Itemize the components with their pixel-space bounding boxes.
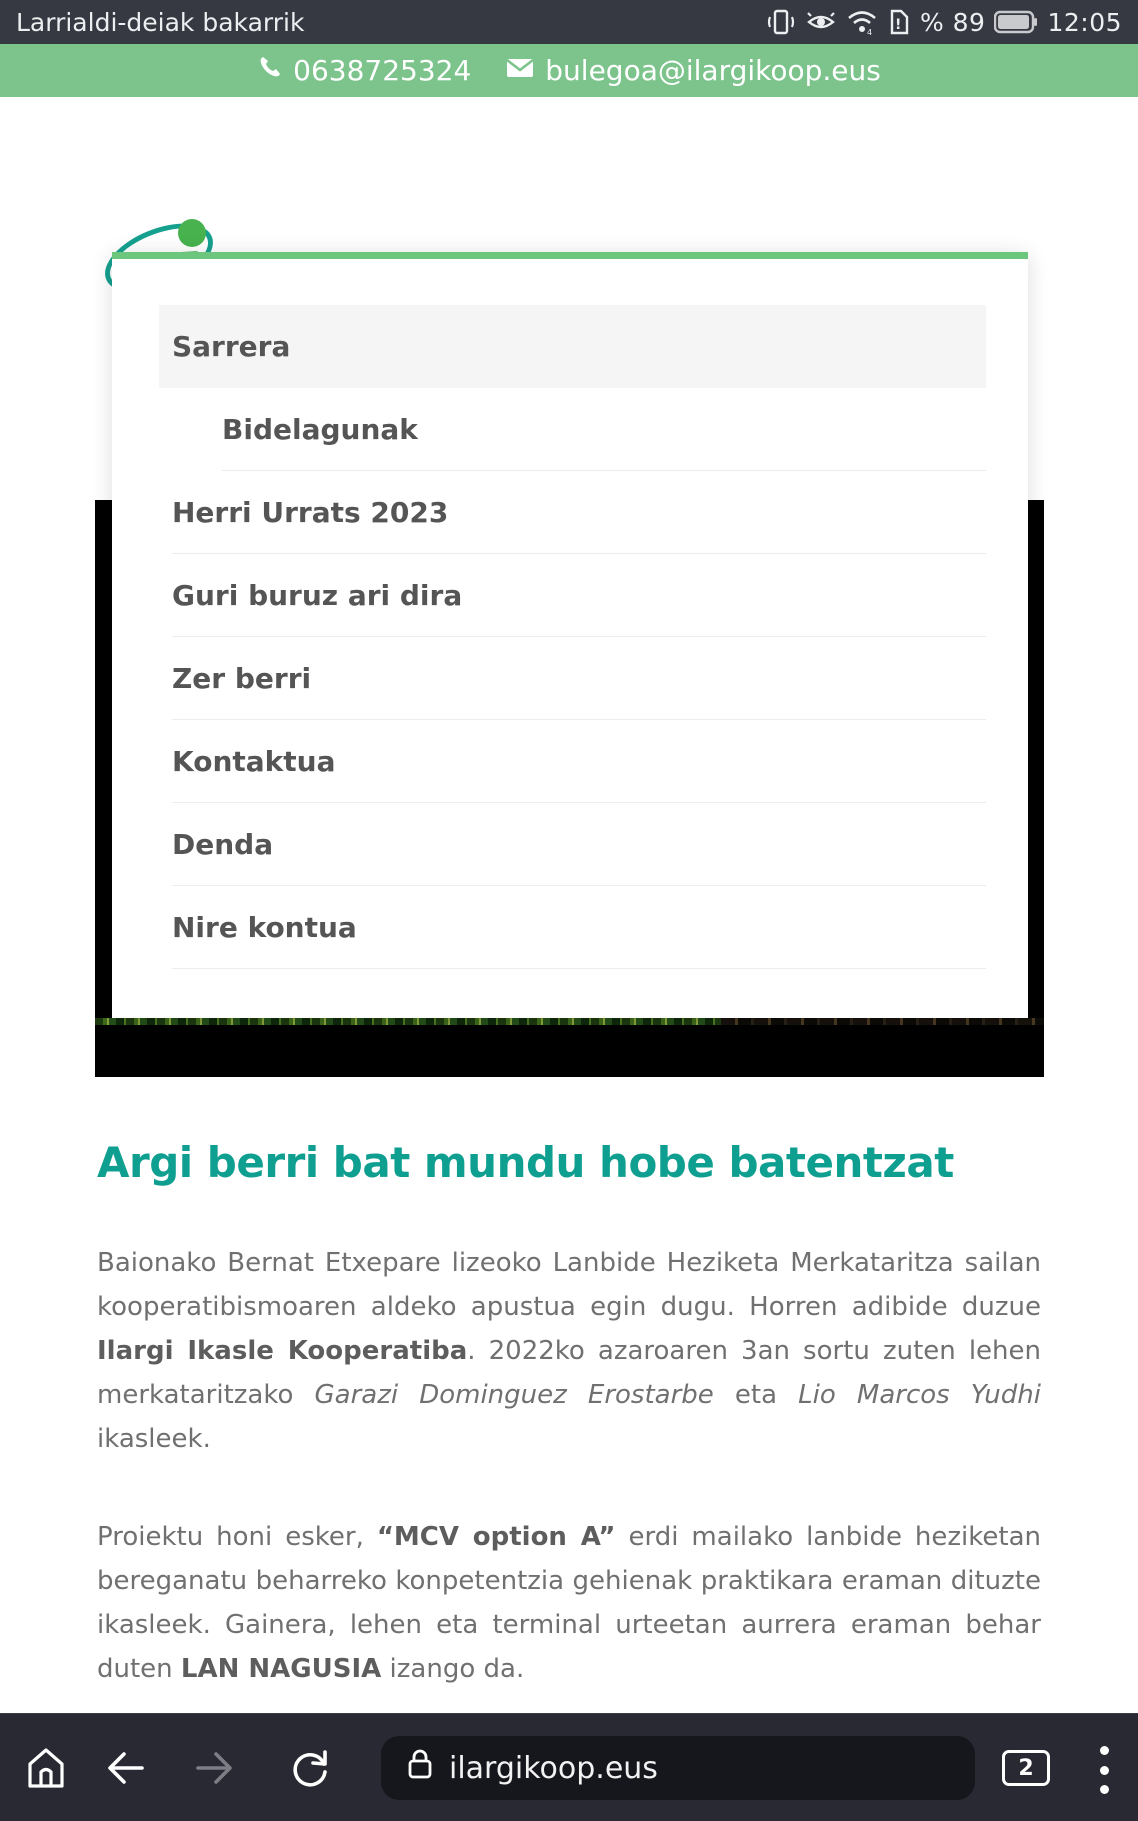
text-run: Ilargi Ikasle Kooperatiba [97, 1336, 468, 1367]
email-address: bulegoa@ilargikoop.eus [545, 54, 881, 87]
envelope-icon [505, 54, 535, 87]
text-run: Garazi Dominguez Erostarbe [314, 1380, 714, 1411]
tab-count: 2 [1018, 1755, 1034, 1781]
menu-item-nire-kontua[interactable] [159, 886, 986, 969]
status-left-text: Larrialdi-deiak bakarrik [16, 7, 305, 37]
status-icons [766, 8, 1122, 37]
text-run: Proiektu honi esker, [97, 1522, 377, 1553]
phone-number: 0638725324 [293, 54, 472, 87]
article-body [97, 1241, 1041, 1691]
photo-dirt-strip [721, 1018, 1044, 1025]
back-arrow-icon [102, 1777, 150, 1796]
menu-item-denda[interactable] [159, 803, 986, 886]
menu-item-zer-berri[interactable] [159, 637, 986, 720]
menu-item-sarrera[interactable] [159, 305, 986, 388]
url-bar[interactable] [381, 1736, 975, 1800]
text-run: izango da. [381, 1654, 525, 1685]
text-run: Baionako Bernat Etxepare lizeoko Lanbide Heziketa Merkataritza sailan kooperatibismoaren aldeko apustua egin dugu. Horren adibide duzue [97, 1248, 1041, 1323]
clock-text: 12:05 [1047, 7, 1122, 37]
text-run: eta [713, 1380, 799, 1411]
reload-button[interactable] [286, 1744, 334, 1792]
phone-link[interactable] [257, 54, 471, 87]
text-run: erdi mailako lanbide heziketan bereganatu beharreko konpetentzia gehienak praktikara eraman dituzte ikasleek. Gainera, lehen eta terminal urteetan aurrera eraman behar duten [97, 1522, 1041, 1685]
home-icon [22, 1777, 70, 1796]
vibrate-icon [766, 8, 796, 36]
text-run: Lio Marcos Yudhi [798, 1380, 1041, 1411]
text-run: ikasleek. [97, 1424, 211, 1455]
menu-item-label: Kontaktua [172, 745, 336, 778]
kebab-dot [1100, 1746, 1109, 1755]
svg-text:!: ! [894, 17, 902, 33]
page-title: Argi berri bat mundu hobe batentzat [97, 1138, 954, 1187]
status-bar [0, 0, 1138, 44]
sim-warning-icon [887, 8, 911, 36]
phone-icon [257, 54, 283, 87]
menu-item-herri-urrats-2023[interactable] [159, 471, 986, 554]
menu-item-label: Bidelagunak [222, 413, 418, 446]
text-run: . 2022ko azaroaren 3an sortu zuten lehen merkataritzako [97, 1336, 1041, 1411]
eye-icon [805, 8, 837, 36]
svg-text:4: 4 [866, 28, 873, 36]
back-button[interactable] [102, 1744, 150, 1792]
site-header [0, 97, 1138, 252]
mobile-menu-panel [112, 252, 1028, 1018]
url-text: ilargikoop.eus [449, 1750, 658, 1786]
article-paragraph [97, 1515, 1041, 1691]
browser-menu-button[interactable] [1098, 1746, 1110, 1794]
text-run: LAN NAGUSIA [180, 1654, 382, 1685]
battery-percent: % 89 [919, 7, 986, 37]
menu-item-label: Guri buruz ari dira [172, 579, 463, 612]
home-button[interactable] [22, 1744, 70, 1792]
forward-button[interactable] [190, 1744, 238, 1792]
kebab-dot [1100, 1785, 1109, 1794]
contact-bar [0, 44, 1138, 97]
battery-icon [994, 10, 1038, 34]
lock-icon [381, 1748, 449, 1788]
article [97, 1077, 1041, 1691]
menu-list [159, 305, 986, 969]
forward-arrow-icon [190, 1777, 238, 1796]
email-link[interactable] [505, 54, 881, 87]
reload-icon [286, 1777, 334, 1796]
text-run: “MCV option A” [376, 1522, 616, 1553]
menu-item-bidelagunak[interactable] [159, 388, 986, 471]
menu-item-label: Nire kontua [172, 911, 357, 944]
menu-item-label: Herri Urrats 2023 [172, 496, 449, 529]
menu-item-label: Denda [172, 828, 274, 861]
browser-bar [0, 1713, 1138, 1821]
kebab-dot [1100, 1766, 1109, 1775]
article-paragraph [97, 1241, 1041, 1461]
menu-item-label: Sarrera [172, 330, 291, 363]
logo-dot-shape [178, 219, 206, 247]
menu-item-kontaktua[interactable] [159, 720, 986, 803]
menu-item-guri-buruz-ari-dira[interactable] [159, 554, 986, 637]
menu-item-label: Zer berri [172, 662, 312, 695]
tabs-button[interactable] [1002, 1750, 1050, 1786]
photo-grass-strip [95, 1018, 721, 1025]
wifi-icon [846, 8, 878, 36]
